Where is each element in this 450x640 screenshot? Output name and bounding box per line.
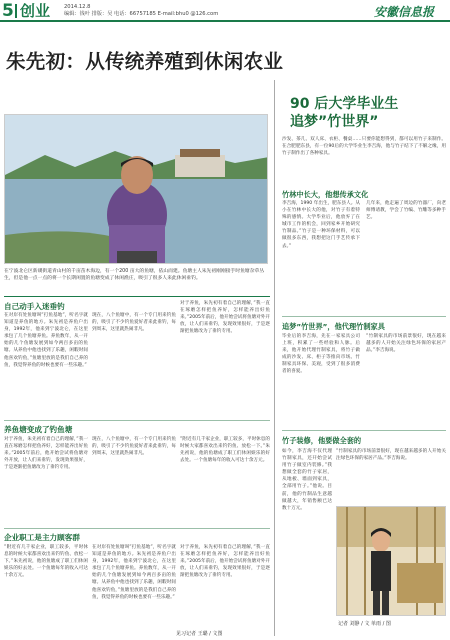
subhead-workers: 企业职工是主力顾客群: [4, 533, 80, 542]
main-col-1-para: 在对岸有处鱼塘叫”打鱼基地”，听名字就知道是养鱼的地方。朱先初是养鱼户出身，1992年，他来到宁波北仑，在这里承包了几个鱼塘养鱼。养鱼数年，从一开始的几个鱼塘发展到如今两百多亩的鱼塘。从养鱼中他也找到了乐趣，闲暇时间他喜欢钓鱼，”鱼塘里放的是我们自己养的鱼，我觉得养鱼的时候也要有一些乐趣。”: [4, 313, 88, 368]
issue-editor-line: 编辑：钱叶 排版：吴 电话：66757185 E-mail:bhu0 @126.com: [64, 11, 219, 17]
issue-date: 2014.12.8: [64, 4, 91, 10]
main-story-title: 朱先初：从传统养殖到休闲农业: [6, 50, 284, 73]
photo-caption: 在宁波北仑区新碶街道青山村的千亩苗木海边，有一个200 亩大的鱼塘，依山而建。鱼塘主人朱先初刚刚接手时鱼塘杂草丛生，但是他一点一点的将一个长期闲置的鱼塘变成了休闲渔庄，吸引了很多人来此休闲垂钓。: [4, 269, 265, 282]
main-col-3-para: 对于养鱼，朱先初有着自己的理解，”我一直在琢磨怎样把鱼养好，怎样能养出好鱼来。”2005年前后，他开始尝试将鱼塘对外开放，让人们来垂钓，发现效果很好，于是逐渐把鱼塘改为了垂钓专用。: [180, 301, 270, 335]
section-divider-3: [4, 528, 270, 529]
page-number: 5: [2, 1, 14, 21]
subhead-fish-pond: 养鱼塘变成了钓鱼塘: [4, 425, 73, 434]
right-s2-col1: 毕业后的李吉海，先在一家家具公司上班，积累了一些经验和人脉。后来，他开始代理竹制家具，将竹子做成的沙发、床、柜子等推向市场。竹制家具环保、美观，受到了很多消费者的喜爱。: [282, 334, 360, 375]
right-headline-line2: 追梦”竹世界”: [290, 114, 379, 130]
bamboo-furniture-photo: [336, 506, 446, 616]
main-story-byline: 见习记者 王璐 / 文图: [176, 631, 223, 637]
right-s3-col1: 如今，李吉海不仅代理竹制家具，还开始尝试用竹子做室内装修。”我想做全套的竹子家居，从地板、墙面到家具，全部用竹子。”他说。目前，他的竹制品生意越做越大，年销售额已达数十万元。: [282, 449, 332, 511]
pond-col-2-para: 现在，八个鱼塘中，有一个专门用来钓鱼的，吸引了不少钓鱼爱好者来此垂钓，每到周末，这里就热闹非凡。: [92, 437, 176, 457]
pond-col-3-para: ”附近有几千家企业，职工较多，平时休息的时候大家都喜欢出来钓钓鱼、放松一下。”朱先初说，他的鱼塘成了职工们休闲娱乐的好去处。一个鱼塘每年的收入可达十余万元。: [180, 437, 270, 464]
right-s2-col2: ”竹制家具的市场前景很好，现在越来越多的人开始关注绿色环保的家居产品。”李吉海说。: [366, 334, 446, 354]
main-col-2-para: 现在，八个鱼塘中，有一个专门用来钓鱼的，吸引了不少钓鱼爱好者来此垂钓，每到周末，这里就热闹非凡。: [92, 313, 176, 333]
workers-col-3-para: 对于养鱼，朱先初有着自己的理解，”我一直在琢磨怎样把鱼养好，怎样能养出好鱼来。”2005年前后，他开始尝试将鱼塘对外开放，让人们来垂钓，发现效果很好，于是逐渐把鱼塘改为了垂钓专用。: [180, 545, 270, 579]
workers-col-1-para: ”附近有几千家企业，职工较多，平时休息的时候大家都喜欢出来钓钓鱼、放松一下。”朱先初说，他的鱼塘成了职工们休闲娱乐的好去处。一个鱼塘每年的收入可达十余万元。: [4, 545, 88, 579]
paper-logo: 安徽信息报: [374, 5, 435, 19]
main-photo: [4, 114, 268, 264]
pond-col-1-para: 对于养鱼，朱先初有着自己的理解，”我一直在琢磨怎样把鱼养好，怎样能养出好鱼来。”2005年前后，他开始尝试将鱼塘对外开放，让人们来垂钓，发现效果很好，于是逐渐把鱼塘改为了垂钓专用。: [4, 437, 88, 471]
section-name: 创业: [20, 2, 51, 20]
right-divider-1: [282, 316, 446, 317]
column-separator: [274, 80, 275, 636]
workers-col-2-para: 在对岸有处鱼塘叫”打鱼基地”，听名字就知道是养鱼的地方。朱先初是养鱼户出身，1992年，他来到宁波北仑，在这里承包了几个鱼塘养鱼。养鱼数年，从一开始的几个鱼塘发展到如今两百多亩的鱼塘。从养鱼中他也找到了乐趣，闲暇时间他喜欢钓鱼，”鱼塘里放的是我们自己养的鱼，我觉得养鱼的时候也要有一些乐趣。”: [92, 545, 176, 600]
right-divider-2: [282, 430, 446, 431]
right-s1-col2: 几年来，他走遍了周边的竹器厂，向老师傅请教，学会了竹编、竹雕等多种手艺。: [366, 201, 446, 221]
subhead-bamboo-furniture: 追梦”竹世界”，他代理竹制家具: [282, 322, 385, 331]
right-s1-col1: 李吉海，1990 年出生，肥东县人。从小在竹林中长大的他，对竹子有着特殊的感情。大学毕业后，他放弃了在城市工作的机会，回到家乡开始研究竹制品。”竹子是一种环保材料，可以做很多东西，我想把这门手艺传承下去。”: [282, 201, 360, 249]
subhead-self-fishing: 自己动手入迷垂钓: [4, 302, 65, 311]
subhead-bamboo-grow: 竹林中长大，他想传承文化: [282, 190, 369, 199]
section-divider-2: [4, 420, 270, 421]
right-headline-line1: 90 后大学毕业生: [290, 96, 399, 112]
issue-info: [64, 4, 218, 18]
main-story-divider: [4, 296, 270, 297]
right-s3-col2: ”竹制家具的市场前景很好，现在越来越多的人开始关注绿色环保的家居产品。”李吉海说。: [336, 449, 446, 462]
right-story-byline: 记者 刘静 / 文 单雨 / 图: [338, 621, 391, 627]
subhead-bamboo-decoration: 竹子装修，他要做全套的: [282, 436, 362, 445]
section-divider: [15, 4, 17, 18]
right-intro: 沙发、茶几、双人床、衣柜、餐桌……只要你能想得到，都可以用竹子来制作。在合肥肥东县，有一位90后的大学毕业生李吉海，他与竹子结下了不解之缘，用竹子制作出了各种家具。: [282, 137, 446, 157]
